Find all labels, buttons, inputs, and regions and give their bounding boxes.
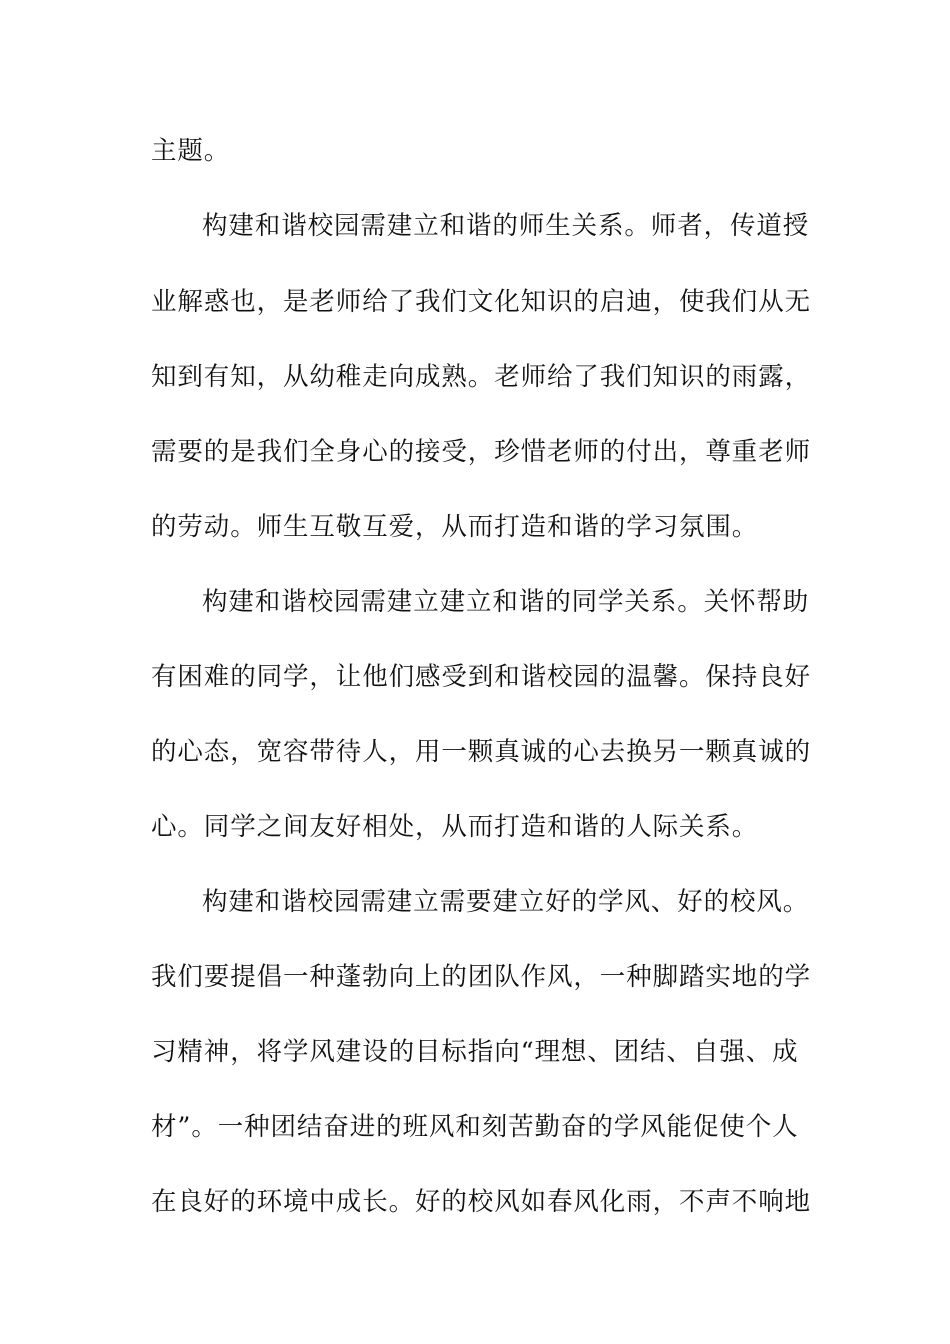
paragraph-1-line-4: 需要的是我们全身心的接受，珍惜老师的付出，尊重老师 bbox=[151, 437, 812, 467]
paragraph-1-line-3: 知到有知，从幼稚走向成熟。老师给了我们知识的雨露， bbox=[151, 362, 812, 392]
text-line-1: 主题。 bbox=[151, 136, 231, 166]
paragraph-3-line-4: 材”。一种团结奋进的班风和刻苦勤奋的学风能促使个人 bbox=[151, 1112, 799, 1142]
paragraph-2-line-3: 的心态，宽容带待人，用一颗真诚的心去换另一颗真诚的 bbox=[151, 737, 812, 767]
paragraph-3-line-5: 在良好的环境中成长。好的校风如春风化雨，不声不响地 bbox=[151, 1187, 812, 1217]
paragraph-3-line-3: 习精神，将学风建设的目标指向“理想、团结、自强、成 bbox=[151, 1037, 799, 1067]
paragraph-2-line-4: 心。同学之间友好相处，从而打造和谐的人际关系。 bbox=[151, 812, 759, 842]
paragraph-2-line-1: 构建和谐校园需建立建立和谐的同学关系。关怀帮助 bbox=[202, 587, 810, 617]
paragraph-3-line-1: 构建和谐校园需建立需要建立好的学风、好的校风。 bbox=[202, 887, 810, 917]
paragraph-3-line-2: 我们要提倡一种蓬勃向上的团队作风，一种脚踏实地的学 bbox=[151, 962, 812, 992]
paragraph-1-line-5: 的劳动。师生互敬互爱，从而打造和谐的学习氛围。 bbox=[151, 512, 759, 542]
paragraph-1-line-2: 业解惑也，是老师给了我们文化知识的启迪，使我们从无 bbox=[151, 287, 812, 317]
paragraph-1-line-1: 构建和谐校园需建立和谐的师生关系。师者，传道授 bbox=[202, 211, 810, 241]
paragraph-2-line-2: 有困难的同学，让他们感受到和谐校园的温馨。保持良好 bbox=[151, 662, 812, 692]
